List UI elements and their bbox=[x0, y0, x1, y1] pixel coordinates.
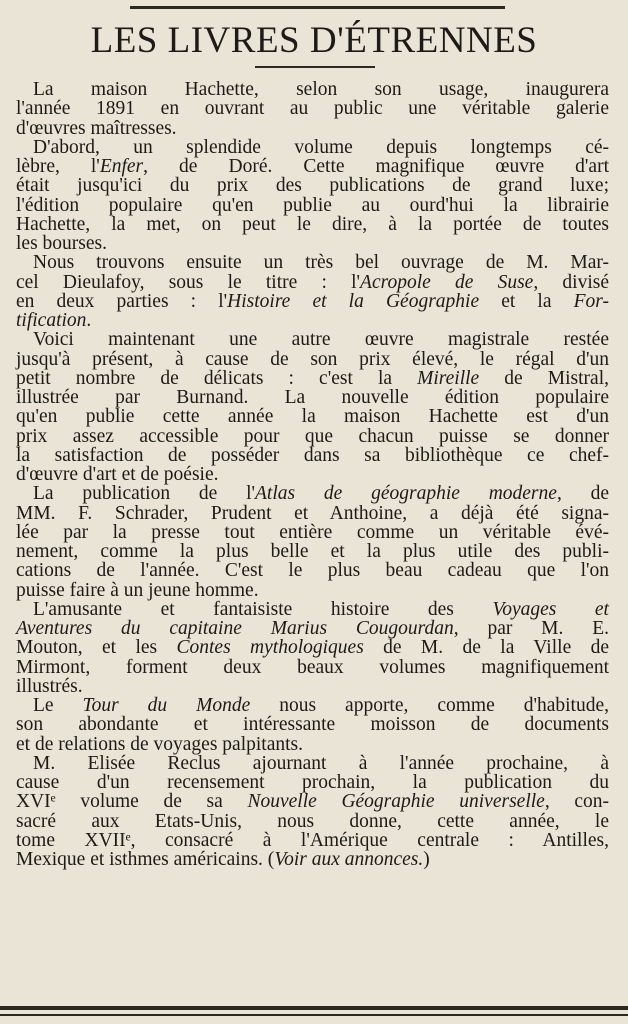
text-segment: Hachette, la met, on peut le dire, à la portée de toutes bbox=[16, 213, 609, 235]
text-segment: lée par la presse tout entière comme un véritable évé- bbox=[16, 521, 609, 543]
italic-title-text: Voyages et bbox=[492, 598, 609, 620]
text-segment: M. Elisée Reclus ajournant à l'année prochaine, à bbox=[33, 752, 609, 774]
text-segment: de M. de la Ville de bbox=[363, 637, 609, 659]
text-segment: D'abord, un splendide volume depuis longtemps cé- bbox=[33, 136, 609, 158]
bottom-rule bbox=[0, 1006, 628, 1010]
text-segment: l'année 1891 en ouvrant au public une véritable galerie bbox=[16, 98, 609, 120]
text-segment: cations de l'année. C'est le plus beau cadeau que l'on bbox=[16, 560, 609, 582]
text-segment: était jusqu'ici du prix des publications de grand luxe; bbox=[16, 175, 609, 197]
italic-title-text: tification bbox=[16, 310, 87, 331]
text-segment: et de relations de voyages palpitants. bbox=[16, 733, 303, 755]
article-body bbox=[16, 80, 609, 869]
text-line bbox=[16, 215, 609, 234]
text-line bbox=[16, 407, 609, 426]
text-segment: cel Dieulafoy, sous le titre : l' bbox=[16, 271, 361, 293]
text-line bbox=[16, 119, 609, 138]
text-line bbox=[16, 600, 609, 619]
text-line bbox=[16, 850, 609, 869]
text-segment: nous apporte, comme d'habitude, bbox=[250, 695, 609, 716]
text-segment: la satisfaction de posséder dans sa bibliothèque ce chef- bbox=[16, 444, 609, 466]
text-line bbox=[16, 831, 609, 850]
text-line bbox=[16, 504, 609, 523]
italic-title-text: Aventures du capitaine Marius Cougourdan bbox=[16, 618, 454, 639]
text-line bbox=[16, 715, 609, 734]
text-line bbox=[16, 253, 609, 272]
text-line bbox=[16, 446, 609, 465]
text-line bbox=[16, 658, 609, 677]
text-line bbox=[16, 619, 609, 638]
text-segment: , de Doré. Cette magnifique œuvre d'art bbox=[143, 156, 609, 177]
text-segment: tome XVIIᵉ, consacré à l'Amérique centrale : Antilles, bbox=[16, 829, 609, 851]
text-segment: d'œuvre d'art et de poésie. bbox=[16, 464, 219, 485]
text-segment: L'amusante et fantaisiste histoire des bbox=[33, 598, 493, 620]
italic-title-text: Mireille bbox=[417, 367, 480, 389]
title-underline bbox=[255, 66, 375, 68]
text-line bbox=[16, 484, 609, 503]
text-segment: Mouton, et les bbox=[16, 637, 177, 659]
text-segment: Mexique et isthmes américains. ( bbox=[16, 849, 275, 870]
italic-title-text: Enfer bbox=[99, 156, 144, 177]
text-line bbox=[16, 273, 609, 292]
text-segment: , divisé bbox=[533, 271, 609, 293]
italic-title-text: Acropole de Suse bbox=[360, 271, 534, 293]
top-rule bbox=[130, 6, 505, 9]
text-line bbox=[16, 427, 609, 446]
text-line bbox=[16, 350, 609, 369]
text-segment: MM. F. Schrader, Prudent et Anthoine, a déjà été signa- bbox=[16, 502, 609, 524]
text-line bbox=[16, 542, 609, 561]
italic-title-text: Contes mythologiques bbox=[176, 637, 364, 659]
italic-title-text: Tour du Monde bbox=[82, 695, 251, 716]
italic-title-text: Atlas de géographie moderne bbox=[255, 483, 557, 505]
text-segment: prix assez accessible pour que chacun puisse se donner bbox=[16, 425, 609, 447]
text-line bbox=[16, 812, 609, 831]
text-line bbox=[16, 696, 609, 715]
text-segment: sacré aux Etats-Unis, nous donne, cette année, le bbox=[16, 810, 609, 832]
text-segment: en deux parties : l' bbox=[16, 290, 228, 312]
text-segment: Voici maintenant une autre œuvre magistrale restée bbox=[33, 329, 609, 351]
text-line bbox=[16, 388, 609, 407]
text-line bbox=[16, 792, 609, 811]
text-segment: ) bbox=[423, 849, 430, 870]
text-segment: puisse faire à un jeune homme. bbox=[16, 579, 259, 601]
text-segment: illustrée par Burnand. La nouvelle édition populaire bbox=[16, 387, 609, 408]
text-line bbox=[16, 292, 609, 311]
text-line bbox=[16, 176, 609, 195]
text-segment: jusqu'à présent, à cause de son prix élevé, le régal d'un bbox=[16, 348, 609, 370]
text-line bbox=[16, 523, 609, 542]
text-line bbox=[16, 677, 609, 696]
text-line bbox=[16, 138, 609, 157]
text-segment: , de bbox=[556, 483, 610, 505]
text-line bbox=[16, 754, 609, 773]
text-segment: Le bbox=[33, 695, 83, 716]
text-line bbox=[16, 581, 609, 600]
text-segment: et la bbox=[479, 290, 574, 312]
text-line bbox=[16, 561, 609, 580]
text-line bbox=[16, 157, 609, 176]
text-line bbox=[16, 369, 609, 388]
article-title: LES LIVRES D'ÉTRENNES bbox=[90, 20, 538, 61]
text-line bbox=[16, 99, 609, 118]
italic-title-text: Histoire et la Géographie bbox=[227, 290, 480, 312]
text-line bbox=[16, 196, 609, 215]
text-segment: lèbre, l' bbox=[16, 156, 100, 177]
text-segment: de Mistral, bbox=[479, 367, 610, 389]
text-segment: illustrés. bbox=[16, 675, 83, 697]
text-segment: d'œuvres maîtresses. bbox=[16, 117, 177, 139]
text-segment: les bourses. bbox=[16, 233, 107, 254]
text-segment: qu'en publie cette année la maison Hachette est d'un bbox=[16, 406, 609, 428]
text-segment: l'édition populaire qu'en publie au ourd'hui la librairie bbox=[16, 194, 609, 216]
text-segment: Mirmont, forment deux beaux volumes magnifiquement bbox=[16, 656, 609, 678]
italic-title-text: For- bbox=[573, 290, 609, 312]
text-line bbox=[16, 311, 609, 330]
text-segment: son abondante et intéressante moisson de documents bbox=[16, 714, 609, 736]
text-line bbox=[16, 234, 609, 253]
text-segment: La publication de l' bbox=[33, 483, 256, 505]
text-segment: petit nombre de délicats : c'est la bbox=[16, 367, 418, 389]
italic-title-text: Voir aux annonces. bbox=[274, 849, 424, 870]
text-segment: , con- bbox=[544, 791, 610, 813]
text-line bbox=[16, 638, 609, 657]
text-segment: La maison Hachette, selon son usage, inaugurera bbox=[33, 79, 609, 100]
text-segment: , par M. E. bbox=[453, 618, 609, 639]
text-line bbox=[16, 80, 609, 99]
bottom-rule-thin bbox=[0, 1014, 628, 1016]
text-line bbox=[16, 773, 609, 792]
text-segment: . bbox=[86, 310, 92, 331]
text-segment: Nous trouvons ensuite un très bel ouvrage de M. Mar- bbox=[33, 252, 609, 274]
text-line bbox=[16, 465, 609, 484]
text-segment: cause d'un recensement prochain, la publication du bbox=[16, 772, 609, 793]
text-line bbox=[16, 330, 609, 349]
text-segment: nement, comme la plus belle et la plus utile des publi- bbox=[16, 541, 609, 562]
text-segment: XVIᵉ volume de sa bbox=[16, 791, 248, 813]
italic-title-text: Nouvelle Géographie universelle bbox=[247, 791, 545, 813]
text-line bbox=[16, 735, 609, 754]
